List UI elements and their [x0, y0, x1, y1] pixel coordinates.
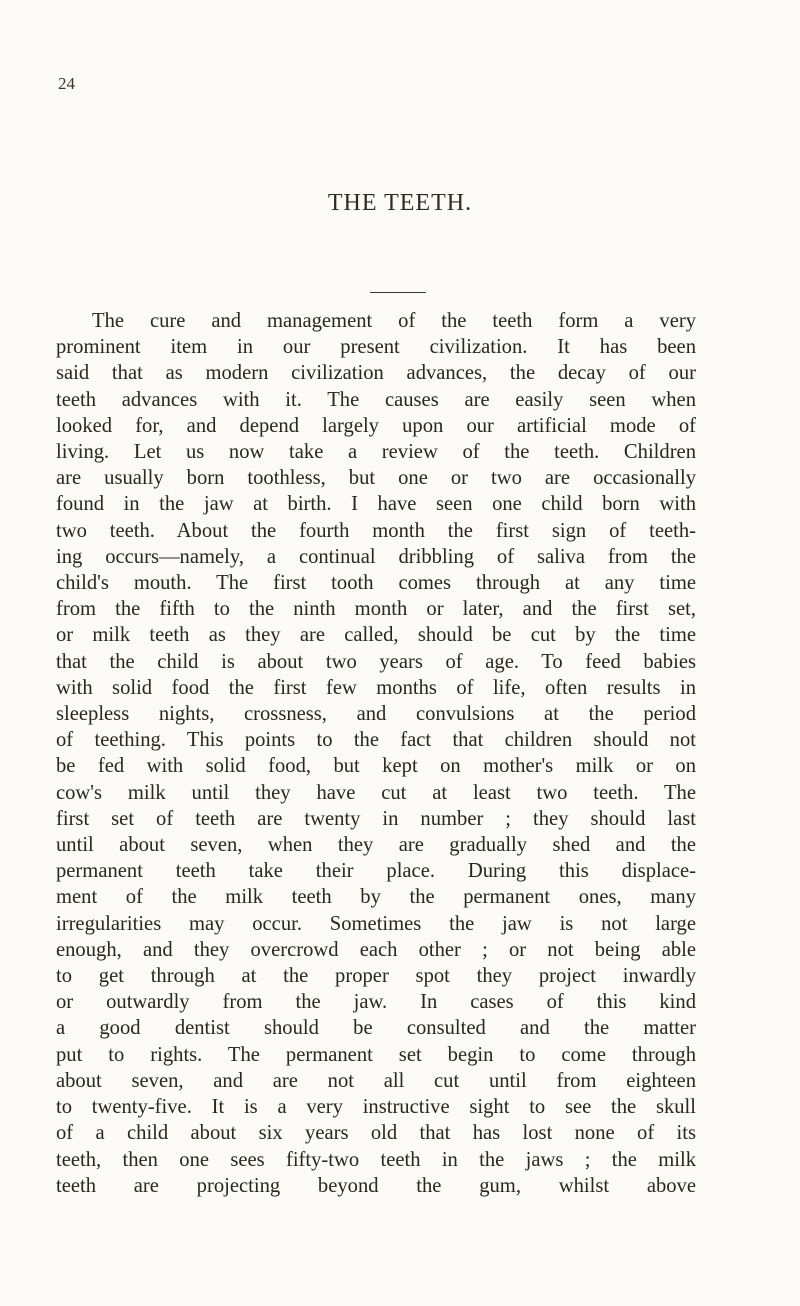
text-line: enough, and they overcrowd each other ; or not being able [56, 938, 696, 961]
text-line: The cure and management of the teeth form a very [92, 310, 696, 332]
text-line: sleepless nights, crossness, and convulsions at the period [56, 703, 696, 726]
text-line: a good dentist should be consulted and the matter [56, 1017, 696, 1040]
text-line: that the child is about two years of age. To feed babies [56, 650, 696, 673]
text-line: ment of the milk teeth by the permanent ones, many [56, 886, 696, 909]
text-line: found in the jaw at birth. I have seen one child born with [56, 493, 696, 516]
title-divider [370, 292, 426, 293]
text-line: of a child about six years old that has lost none of its [56, 1122, 696, 1145]
text-line: to get through at the proper spot they project inwardly [56, 965, 696, 988]
page-number: 24 [58, 74, 75, 93]
text-line: until about seven, when they are gradually shed and the [56, 834, 696, 857]
text-line: about seven, and are not all cut until from eighteen [56, 1069, 696, 1092]
text-line: teeth, then one sees fifty-two teeth in the jaws ; the milk [56, 1148, 696, 1171]
text-line: prominent item in our present civilization. It has been [56, 336, 696, 359]
text-line: teeth advances with it. The causes are easily seen when [56, 388, 696, 411]
text-line: child's mouth. The first tooth comes through at any time [56, 572, 696, 595]
text-line: with solid food the first few months of life, often results in [56, 676, 696, 699]
text-line: said that as modern civilization advances, the decay of our [56, 362, 696, 385]
text-line: teeth are projecting beyond the gum, whilst above [56, 1174, 696, 1197]
text-line: be fed with solid food, but kept on mother's milk or on [56, 755, 696, 778]
text-line: or outwardly from the jaw. In cases of this kind [56, 991, 696, 1014]
text-line: two teeth. About the fourth month the first sign of teeth- [56, 519, 696, 542]
text-line: are usually born toothless, but one or two are occasionally [56, 467, 696, 490]
text-line: put to rights. The permanent set begin to come through [56, 1043, 696, 1066]
text-line: cow's milk until they have cut at least two teeth. The [56, 781, 696, 804]
text-line: to twenty-five. It is a very instructive sight to see the skull [56, 1096, 696, 1119]
text-line: ing occurs—namely, a continual dribbling of saliva from the [56, 545, 696, 568]
body-text [56, 308, 696, 1199]
text-line: of teething. This points to the fact that children should not [56, 729, 696, 752]
text-line: living. Let us now take a review of the teeth. Children [56, 441, 696, 464]
text-line: irregularities may occur. Sometimes the jaw is not large [56, 912, 696, 935]
text-line: first set of teeth are twenty in number ; they should last [56, 807, 696, 830]
page-title: THE TEETH. [327, 190, 473, 216]
text-line: or milk teeth as they are called, should be cut by the time [56, 624, 696, 647]
text-line: from the fifth to the ninth month or later, and the first set, [56, 598, 696, 621]
text-line: looked for, and depend largely upon our artificial mode of [56, 414, 696, 437]
text-line: permanent teeth take their place. During this displace- [56, 860, 696, 883]
